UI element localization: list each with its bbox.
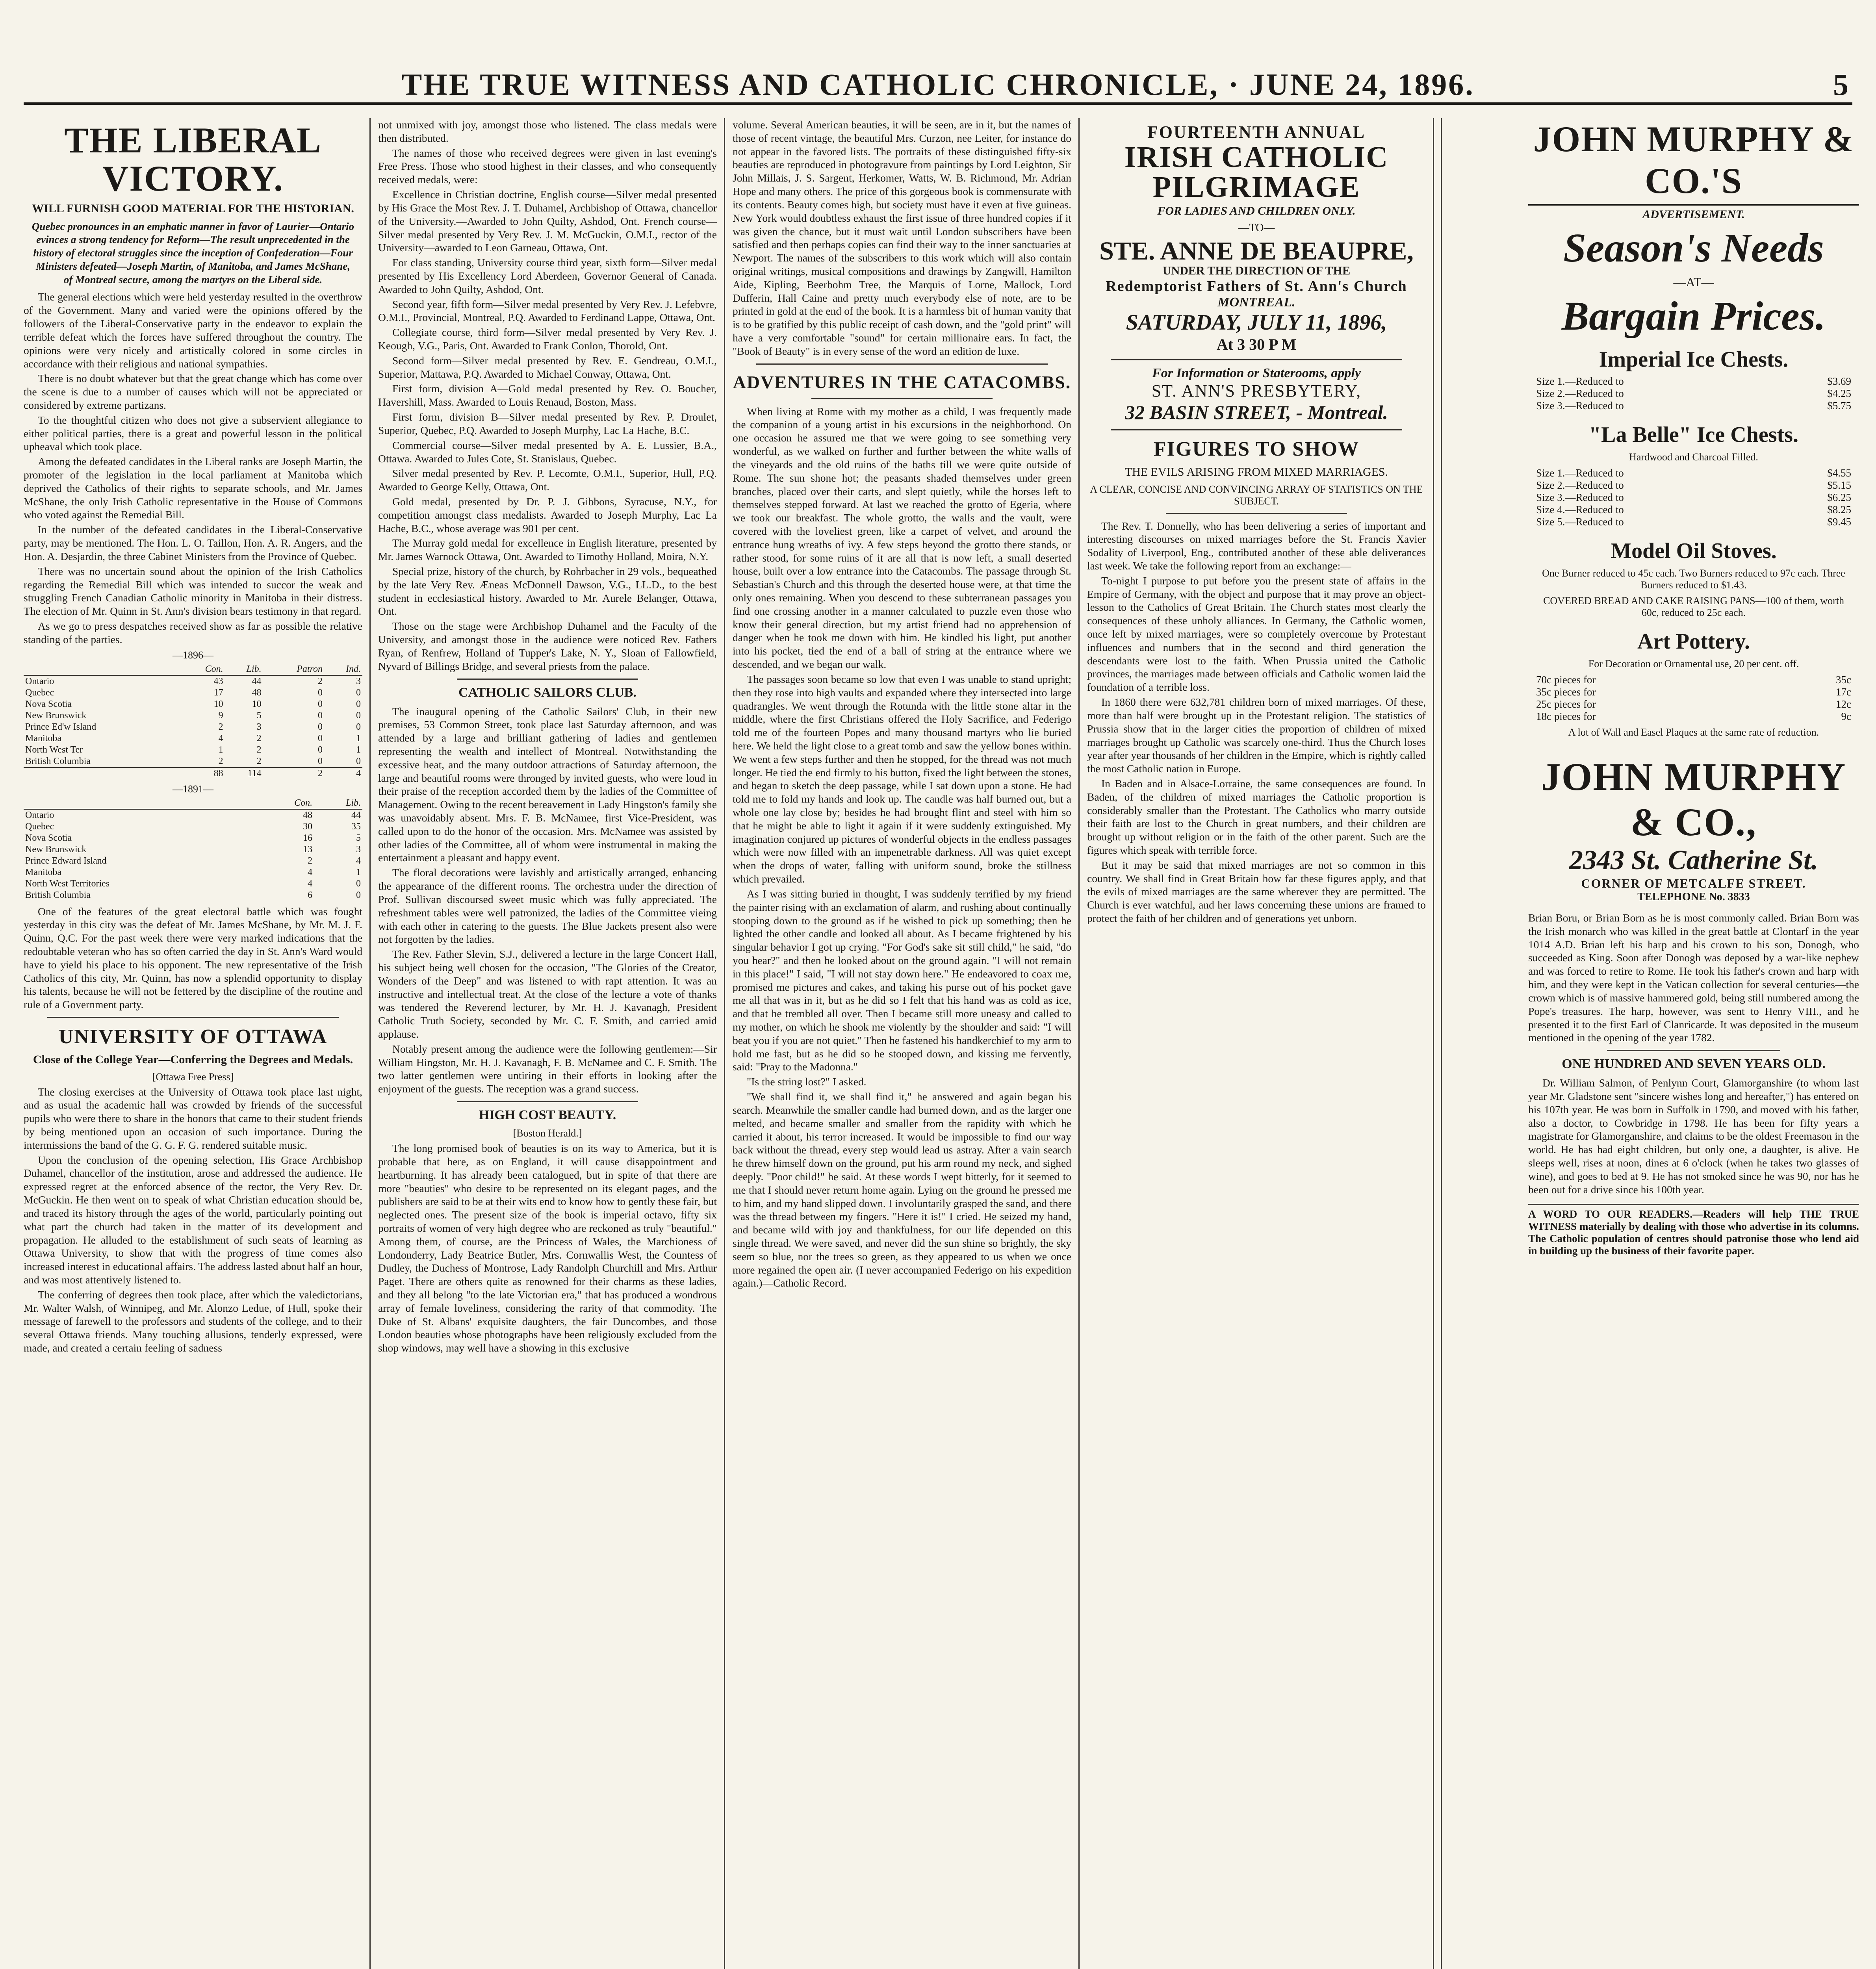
seat-count: 4 (308, 867, 313, 877)
paragraph: To-night I purpose to put before you the present state of affairs in the Empire of Germany, with the object and purpose that it may prove an object-lesson to the Catholics of Great Britain. The Church states most clearly the consequences of these unholy alliances. In Germany, the Catholic women, once left by mixed marriages, were so completely overcome by Protestant influences and numbers that in the second and third generation the descendants were lost to the faith. When Prussia united the Catholic provinces, the marriages made between officials and Catholic women laid the foundation of a terrible loss. (1087, 574, 1426, 693)
divider (457, 679, 638, 680)
price-row (1528, 698, 1859, 710)
deck: Close of the College Year—Conferring the Degrees and Medals. (33, 1053, 353, 1066)
ad-headline: Season's Needs (1563, 225, 1824, 271)
paragraph: In Baden and in Alsace-Lorraine, the same consequences are found. In Baden, of the children of mixed marriages the Catholic proportion is considerably smaller than the Protestant. The Catholics who marry outside their faith are lost to the Church in great numbers, and their children are brought up without religion or in the faith of the other parent. Such are the figures which speak with terrible force. (1087, 777, 1426, 856)
column-rule (1441, 118, 1442, 1969)
seat-count: 0 (318, 687, 323, 698)
seat-count: 0 (356, 687, 361, 698)
price-label: Size 1.—Reduced to (1536, 467, 1624, 479)
table-row (24, 675, 362, 687)
paragraph: Notably present among the audience were the following gentlemen:—Sir William Hingston, Mr. H. J. Kavanagh, F. B. McNamee and C. F. Smith. The two latter gentlemen were untiring in their efforts in looking after the enjoyment of the guests. The reception was a grand success. (378, 1042, 717, 1095)
paragraph: For class standing, University course third year, sixth form—Silver medal presented by His Excellency Lord Aberdeen, Governor General of Canada. Awarded to John Quilty, Ashdod, Ont. (378, 256, 717, 295)
price-row (1528, 387, 1859, 400)
price-label: 70c pieces for (1536, 674, 1596, 686)
table-row (24, 844, 362, 855)
price-label: Size 3.—Reduced to (1536, 400, 1624, 412)
seat-count: 0 (318, 710, 323, 721)
paragraph: Excellence in Christian doctrine, English course—Silver medal presented by His Grace the Most Rev. J. T. Duhamel, Archbishop of Ottawa, chancellor of the University.—Awarded to John Quilty, Ashdod, Ont. French course—Silver medal presented by Very Rev. J. M. McGuckin, O.M.I., rector of the University—awarded to Leon Garneau, Ottawa, Ont. (378, 188, 717, 254)
seat-total: 88 (180, 768, 225, 779)
pilg-line: FOR LADIES AND CHILDREN ONLY. (1157, 204, 1356, 217)
headline-high-cost-beauty: HIGH COST BEAUTY. (479, 1108, 616, 1123)
paragraph: There was no uncertain sound about the opinion of the Irish Catholics regarding the Remedial Bill which was intended to succor the weak and struggling French Canadian Catholic minority in Manitoba in their distress. The election of Mr. Quinn in St. Ann's division bears testimony in that regard. (24, 565, 362, 617)
table-header: Patron (263, 664, 324, 675)
province-name: British Columbia (25, 756, 91, 766)
price-label: 18c pieces for (1536, 710, 1596, 722)
pilg-line: —TO— (1238, 222, 1275, 234)
ad-corner: CORNER OF METCALFE STREET. (1581, 876, 1806, 890)
table-row (24, 744, 362, 756)
ad-note: COVERED BREAD AND CAKE RAISING PANS—100 of them, worth 60c, reduced to 25c each. (1543, 595, 1844, 618)
seat-count: 0 (318, 699, 323, 709)
paragraph: Collegiate course, third form—Silver medal presented by Very Rev. J. Keough, V.G., Paris, Ont. Awarded to Frank Conlon, Thorold, Ont. (378, 326, 717, 352)
headline-liberal-victory: THE LIBERAL VICTORY. (64, 120, 322, 198)
pilg-date: SATURDAY, JULY 11, 1896, (1126, 310, 1387, 335)
pilg-line: MONTREAL. (1217, 295, 1295, 310)
article-body (24, 290, 362, 646)
seat-count: 1 (356, 867, 361, 877)
seat-count: 35 (351, 821, 361, 832)
price-label: Size 2.—Reduced to (1536, 387, 1624, 399)
seat-count: 0 (356, 878, 361, 889)
paragraph: The Rev. Father Slevin, S.J., delivered a lecture in the large Concert Hall, his subject being well chosen for the occasion, "The Glories of the Creator, Wonders of the Deep" and was listened to with rapt attention. It was an instructive and intellectual treat. At the close of the lecture a vote of thanks was tendered the Reverend lecturer, by Mr. H. J. Kavanagh, President Catholic Truth Society, seconded by Mr. C. F. Smith, and carried amid applause. (378, 948, 717, 1040)
paragraph: The general elections which were held yesterday resulted in the overthrow of the Government. Many and varied were the opinions offered by the followers of the Liberal-Conservative party in the endeavor to explain the terrible defeat which the forces have suffered throughout the country. The opinions were very nicely and artistically colored in some circles in accordance with their religious and national sympathies. (24, 291, 362, 370)
headline-old-man: ONE HUNDRED AND SEVEN YEARS OLD. (1562, 1057, 1826, 1072)
table-row (24, 721, 362, 733)
seat-count: 2 (256, 744, 262, 755)
seat-count: 17 (213, 687, 223, 698)
murphy-ad (1528, 118, 1859, 903)
province-name: Quebec (25, 821, 54, 832)
paragraph: The floral decorations were lavishly and artistically arranged, enhancing the appearance of the different rooms. The orchestra under the direction of Prof. Sullivan discoursed sweet music which was fully appreciated. The refreshment tables were well patronized, the ladies of the Committee vieing with each other in catering to the guests. The Blue Jackets present also were not forgotten by the ladies. (378, 866, 717, 946)
pilgrimage-notice (1087, 122, 1426, 424)
deck-summary: Quebec pronounces in an emphatic manner in favor of Laurier—Ontario evinces a strong tendency for Reform—The result unprecedented in the history of electoral struggles since the inception of Confederation—Four Ministers defeated—Joseph Martin, of Manitoba, and James McShane, of Montreal secure, among the martyrs on the Liberal side. (32, 220, 354, 286)
column-2 (378, 118, 717, 1969)
article-body (1528, 1076, 1859, 1196)
paragraph: First form, division B—Silver medal presented by Rev. P. Droulet, Superior, Quebec, P.Q. Awarded to Joseph Murphy, Lac La Hache, B.C. (378, 411, 717, 436)
seat-total: 114 (225, 768, 263, 779)
province-name: North West Ter (25, 744, 83, 755)
seat-count: 0 (356, 890, 361, 900)
pilg-line: ST. ANN'S PRESBYTERY, (1151, 381, 1362, 400)
ad-note: A lot of Wall and Easel Plaques at the same rate of reduction. (1568, 727, 1819, 738)
ad-telephone: TELEPHONE No. 3833 (1637, 891, 1750, 903)
seat-count: 2 (218, 756, 223, 766)
table-row (24, 733, 362, 744)
seat-count: 0 (356, 699, 361, 709)
divider (1607, 1050, 1780, 1051)
results-table-1891 (24, 797, 362, 901)
pilg-title: IRISH CATHOLIC PILGRIMAGE (1124, 141, 1389, 204)
province-name: Manitoba (25, 733, 61, 743)
paragraph: There is no doubt whatever but that the great change which has come over the scene is due to a number of causes which will not be appreciated or considered by extreme partizans. (24, 372, 362, 411)
seat-count: 1 (218, 744, 223, 755)
masthead (24, 67, 1852, 105)
province-name: Nova Scotia (25, 699, 72, 709)
paragraph: The long promised book of beauties is on its way to America, but it is probable that here, as on England, it will cause disappointment and heartburning. It has already been catalogued, but in spite of that there are more "beauties" who desire to be represented on its elegant pages, and the publishers are said to be at their wits end to know how to gently these fair, but neglected ones. The present size of the book is imperial octavo, fifty six portraits of women of very high degree who are reckoned as truly "beautiful." Among them, of course, are the Princess of Wales, the Marchioness of Londonderry, Lady Beatrice Butler, Mrs. Cornwallis West, the Countess of Dudley, the Duchess of Montrose, Lady Randolph Churchill and Mrs. Arthur Paget. There are others quite as renowned for their charms as these ladies, and they all belong "to the late Victorian era," that has produced a wondrous array of female loveliness, considering the rarity of that commodity. The Duke of St. Albans' exquisite daughters, the fair Duncombes, and those London beauties whose photographs have been religiously excluded from the shop windows, may well have a showing in this exclusive (378, 1142, 717, 1354)
ad-headline: Bargain Prices. (1561, 293, 1826, 339)
price-label: Size 2.—Reduced to (1536, 479, 1624, 491)
paragraph: Second form—Silver medal presented by Rev. E. Gendreau, O.M.I., Superior, Mattawa, P.Q. Awarded to Michael Conway, Ottawa, Ont. (378, 354, 717, 380)
ad-address: 2343 St. Catherine St. (1569, 845, 1818, 875)
table-row (24, 699, 362, 710)
paragraph: To the thoughtful citizen who does not give a subservient allegiance to either political parties, there is a great and powerful lesson in the political upheaval which took place. (24, 413, 362, 453)
table-header (24, 664, 180, 675)
ad-company-name-2: JOHN MURPHY & CO., (1541, 755, 1846, 844)
seat-count: 2 (308, 855, 313, 866)
price-label: 35c pieces for (1536, 686, 1596, 698)
table-row (24, 809, 362, 821)
price-row (1528, 491, 1859, 504)
paragraph: The closing exercises at the University of Ottawa took place last night, and as usual the academic hall was crowded by friends of the successful pupils who were there to share in the honors that came to their student friends by being mentioned upon an occasion of such importance. During the intermissions the band of the G. G. F. G. rendered suitable music. (24, 1085, 362, 1151)
paragraph: volume. Several American beauties, it will be seen, are in it, but the names of those of recent vintage, the beautiful Mrs. Curzon, nee Leiter, for instance do not appear in the favored lists. The portraits of these distinguished fifty-six beauties are reproduced in photogravure from paintings by Lord Leighton, Sir John Millais, J. S. Sargent, Herkomer, Watts, W. B. Richmond, Mr. Adrian Hope and many others. The price of this gorgeous book is commensurate with its contents. Beauty comes high, but society must have it even at five guineas. New York would doubtless exhaust the first issue of three hundred copies if it was given the chance, but it must wait until London subscribers have been satisfied and then perhaps copies can find their way to the inner sanctuaries at Newport. The names of the subscribers to this work which will also contain original writings, musical compositions and drawings by Zangwill, Hamilton Aide, Kipling, Beerbohm Tree, the Marquis of Lorne, Mallock, Lord Dufferin, Hall Caine and pretty much everybody else of note, are to be printed in gold at the end of the book. It is a harmless bit of human vanity that is to be gratified by this public receipt of cash down, and the "gold print" will have a very comfortable "sound" for certain millionaire ears. In fact, the "Book of Beauty" is in every sense of the word an edition de luxe. (733, 119, 1071, 357)
table-row (24, 821, 362, 832)
seat-count: 4 (218, 733, 223, 743)
paragraph: Upon the conclusion of the opening selection, His Grace Archbishop Duhamel, chancellor of the institution, arose and addressed the audience. He expressed regret at the enforced absence of the rector, the Very Rev. Dr. McGuckin. He then went on to speak of what Christian education should be, and traced its history through the ages of the world, particularly pointing out what part the church had taken in the matter of its development and propagation. He alluded to the establishment of such seats of learning as Ottawa University, to show that with the progress of time comes also increased interest in educational affairs. The address lasted about half an hour, and was most attentively listened to. (24, 1153, 362, 1286)
province-name: Prince Edward Island (25, 855, 107, 866)
seat-count: 44 (351, 810, 361, 820)
ad-section-belle: "La Belle" Ice Chests. (1589, 423, 1798, 447)
seat-count: 5 (356, 832, 361, 843)
paragraph: The inaugural opening of the Catholic Sailors' Club, in their new premises, 53 Common Street, took place last Saturday afternoon, and was attended by a large and brilliant gathering of ladies and gentlemen representing the wealth and intellect of Montreal. Notwithstanding the excessive heat, and the many outdoor attractions of Saturday afternoon, the large and beautiful rooms were thronged by invited guests, who were loud in their praise of the reception accorded them by the ladies of the Committee of Management. Owing to the recent bereavement in Lady Hingston's family she was unavoidably absent. Mrs. F. B. McNamee, first Vice-President, was called upon to do the honor of the occasion. Mrs. McNamee was assisted by other ladies of the Committee, all of whom were instrumental in making the entertainment a pleasant and happy event. (378, 705, 717, 864)
table-header: Ind. (324, 664, 362, 675)
article-body (378, 705, 717, 1096)
results-table-1896 (24, 664, 362, 779)
paragraph: Dr. William Salmon, of Penlynn Court, Glamorganshire (to whom last year Mr. Gladstone sent "sincere wishes long and hereafter,") has entered on his 107th year. He was born in Suffolk in 1790, and moved with his father, also a doctor, to Cowbridge in 1798. He has been for fifty years a magistrate for Glamorganshire, and claims to be the oldest Freemason in the world. He has had eight children, but only one, a daughter, is alive. He sleeps well, rises at noon, dines at 6 o'clock (when he takes two glasses of wine), and goes to bed at 9. He has not smoked since he was 90, nor has he been out for a drive since his 100th year. (1528, 1077, 1859, 1196)
province-name: Manitoba (25, 867, 61, 877)
price-row (1528, 400, 1859, 412)
seat-count: 3 (356, 844, 361, 855)
column-rule (724, 118, 725, 1969)
column-1 (24, 118, 362, 1969)
paragraph: Commercial course—Silver medal presented by A. E. Lussier, B.A., Ottawa. Awarded to Jules Cote, St. Stanislaus, Quebec. (378, 439, 717, 465)
column-rule (1433, 118, 1434, 1969)
table-row (24, 890, 362, 901)
seat-total (24, 768, 180, 779)
table-header (24, 797, 257, 809)
article-body (733, 405, 1071, 1290)
seat-count: 43 (213, 676, 223, 686)
seat-count: 1 (356, 733, 361, 743)
divider (811, 398, 993, 399)
price-row (1528, 479, 1859, 491)
pilg-time: At 3 30 P M (1216, 336, 1297, 353)
column-rule (369, 118, 371, 1969)
pilg-destination: STE. ANNE DE BEAUPRE, (1099, 237, 1414, 265)
paragraph: The passages soon became so low that even I was unable to stand upright; then they rose into high vaults and expanded where they intersected into large quadrangles. We went through the Rotunda with the little stone altar in the middle, where the first Christians offered the Holy Sacrifice, and Federigo told me of the fourteen Popes and many thousand martyrs who lie buried here. We held the light close to a great tomb and saw the yellow bones within. We went a few steps further and then he stopped, for the thread was not much longer. He tied the end firmly to his button, fixed the light between the stones, and began to sketch the deep passage, while I sat down upon a stone. He had told me to fold my hands and look up. The candle was half burned out, but a whole one lay close by; besides he had brought flint and steel with him so that he might be able to light it again if it were suddenly extinguished. My imagination conjured up pictures of wonderful objects in the endless passages which were now filled with an impenetrable darkness. All was quiet except when the drops of water, falling with uniform sound, broke the stillness which prevailed. (733, 673, 1071, 885)
pilg-address: 32 BASIN STREET, - Montreal. (1125, 401, 1388, 423)
price-row (1528, 516, 1859, 528)
article-body (733, 118, 1071, 358)
paragraph: Those on the stage were Archbishop Duhamel and the Faculty of the University, and amongst those in the audience were noticed Rev. Fathers Ryan, of Renfrew, Holland of Tupper's Lake, N. Y., Sloan of Fallowfield, Nyvard of Billings Bridge, and several priests from the palace. (378, 620, 717, 672)
table-header: Lib. (225, 664, 263, 675)
seat-count: 3 (356, 676, 361, 686)
masthead-title: THE TRUE WITNESS AND CATHOLIC CHRONICLE, · JUNE 24, 1896. (401, 67, 1475, 102)
paragraph: Special prize, history of the church, by Rohrbacher in 29 vols., bequeathed by the late Very Rev. Æneas McDonnell Dawson, V.G., LL.D., to the best student in ecclesiastical history. Awarded to Mr. Aurele Belanger, Ottawa, Ont. (378, 565, 717, 617)
article-body (24, 905, 362, 1012)
table-row (24, 878, 362, 890)
seat-count: 0 (356, 721, 361, 732)
seat-count: 4 (308, 878, 313, 889)
deck: WILL FURNISH GOOD MATERIAL FOR THE HISTORIAN. (32, 202, 354, 215)
pilg-line: For Information or Staterooms, apply (1152, 366, 1361, 380)
seat-count: 0 (356, 710, 361, 721)
seat-count: 30 (303, 821, 313, 832)
pilg-line: FOURTEENTH ANNUAL (1147, 122, 1366, 142)
seat-count: 2 (218, 721, 223, 732)
seat-count: 0 (318, 733, 323, 743)
price-row (1528, 375, 1859, 387)
price-value: $4.25 (1827, 387, 1851, 399)
price-value: $6.25 (1827, 491, 1851, 503)
column-rule (1078, 118, 1080, 1969)
province-name: Nova Scotia (25, 832, 72, 843)
seat-count: 48 (303, 810, 313, 820)
table-row (24, 687, 362, 699)
price-value: 17c (1836, 686, 1851, 698)
table-row (24, 855, 362, 867)
paragraph: The Rev. T. Donnelly, who has been delivering a series of important and interesting discourses on mixed marriages before the St. Francis Xavier Sodality of Liverpool, Eng., contributed another of these able deliverances last week. We take the following report from an exchange:— (1087, 519, 1426, 572)
price-list-belle (1528, 467, 1859, 528)
table-row (24, 867, 362, 878)
seat-total: 2 (263, 768, 324, 779)
paragraph: As I was sitting buried in thought, I was suddenly terrified by my friend the painter rising with an exclamation of alarm, and rushing about continually stooping down to the ground as if he wished to pick up something; then he lighted the other candle and looked all about. As I became frightened by his singular behavior I got up crying. "For God's sake sit still child," he said, "do you hear?" and then he looked about on the ground again. "I will not remain in this place!" I said, "I will not stay down here." He endeavored to coax me, promised me pictures and cakes, and taking his purse out of his pocket gave me all that was in it, but as he did so I felt that his hand was as cold as ice, and that he trembled all over. Then I became still more uneasy and called to my mother, on which he shook me violently by the shoulder and said: "I will beat you if you are not quiet." Then he fastened his handkerchief to my arm to hold me fast, but as he did so he stooped down, and kissing me fervently, said: "Pray to the Madonna." (733, 887, 1071, 1073)
pilg-line: Redemptorist Fathers of St. Ann's Church (1106, 278, 1407, 295)
divider (1166, 513, 1347, 514)
price-row (1528, 674, 1859, 686)
divider (1111, 429, 1402, 430)
article-body (1528, 911, 1859, 1044)
province-name: New Brunswick (25, 844, 87, 855)
source-credit: [Ottawa Free Press] (152, 1071, 234, 1083)
paragraph: "We shall find it, we shall find it," he answered and again began his search. Meanwhile the smaller candle had burned down, and as the larger one melted, and became smaller and smaller from the rapidity with which he carried it about, his terror increased. It would be impossible to find our way back without the thread, every step would lead us astray. After a vain search he threw himself down on the ground, put his arm round my neck, and sighed deeply. "Poor child!" he said. At these words I wept bitterly, for it seemed to me that I should never return home again. Lying on the ground he pressed me to him, and my hand slipped down. I involuntarily grasped the sand, and there was the thread between my fingers. "Here it is!" I cried. He seized my hand, and became wild with joy and thankfulness, for our life depended on this single thread. We were saved, and never did the sun shine so brightly, the sky seem so blue, nor the trees so green, as they appeared to us when we once more regained the open air. (I never accompanied Federigo on his expedition again.)—Catholic Record. (733, 1090, 1071, 1289)
column-3 (733, 118, 1071, 1969)
headline-figures: FIGURES TO SHOW (1153, 438, 1360, 460)
price-value: $4.55 (1827, 467, 1851, 479)
paragraph: The Murray gold medal for excellence in English literature, presented by Mr. James Warnock Ottawa, Ont. Awarded to Timothy Holland, Moira, N.Y. (378, 537, 717, 563)
table-year: —1896— (173, 649, 213, 661)
table-row (24, 832, 362, 844)
seat-count: 1 (356, 744, 361, 755)
seat-count: 6 (308, 890, 313, 900)
seat-count: 13 (303, 844, 313, 855)
ad-label: ADVERTISEMENT. (1642, 208, 1745, 221)
price-label: Size 4.—Reduced to (1536, 504, 1624, 515)
source-credit: [Boston Herald.] (513, 1127, 582, 1139)
price-row (1528, 710, 1859, 723)
price-label: Size 5.—Reduced to (1536, 516, 1624, 528)
seat-count: 2 (256, 756, 262, 766)
ad-line: —AT— (1673, 275, 1714, 289)
seat-count: 9 (218, 710, 223, 721)
seat-count: 48 (252, 687, 262, 698)
paragraph: The conferring of degrees then took place, after which the valedictorians, Mr. Walter Walsh, of Winnipeg, and Mr. Alonzo Ledue, of Hull, spoke their message of farewell to the professors and students of the college, and to their several Ottawa friends. Many touching allusions, tenderly expressed, were made, and created a certain feeling of sadness (24, 1288, 362, 1354)
seat-count: 2 (256, 733, 262, 743)
ad-company-name: JOHN MURPHY & CO.'S (1528, 118, 1859, 206)
readers-notice: A WORD TO OUR READERS.—Readers will help THE TRUE WITNESS materially by dealing with those who advertise in its columns. The Catholic population of centres should patronise those who lend aid in building up the business of their favorite paper. (1528, 1204, 1859, 1257)
table-header: Con. (180, 664, 225, 675)
price-value: $8.25 (1827, 504, 1851, 515)
seat-count: 10 (252, 699, 262, 709)
paragraph: As we go to press despatches received show as far as possible the relative standing of the parties. (24, 619, 362, 645)
divider (1111, 359, 1402, 360)
seat-count: 0 (356, 756, 361, 766)
paragraph: When living at Rome with my mother as a child, I was frequently made the companion of a young artist in his excursions in the neighborhood. On one occasion he assured me that we were going to see something very wonderful, as we walked on further and further between the white walls of the vineyards and the old ruins of the baths till we were quite outside of Rome. The sun shone hot; the peasants shaded themselves under green branches, placed over their carts, and slept quietly, while the horses left to themselves stepped forward. At last we reached the grotto of Egeria, where we took our breakfast. The whole grotto, the walls and the vault, were covered with the loveliest green, like a carpet of velvet, and around the entrance hung wreaths of ivy. A few steps beyond the grotto there stands, or rather stood, for some ruins of it are all that is now left, a small deserted house, built over a low entrance into the Catacombs. The passage through St. Sebastian's Church and this through the deserted house were, at that time the only ones remaining. When you descend to these subterranean passages you find one crossing another in a manner calculated to puzzle even those who know their general direction, but my artist friend had no apprehension of danger when he took me down with him. He kindled his light, put another into his pocket, tied the end of a ball of string at the entrance where we descended, and we began our walk. (733, 405, 1071, 671)
seat-count: 0 (318, 721, 323, 732)
seat-count: 44 (252, 676, 262, 686)
seat-count: 5 (256, 710, 262, 721)
price-value: 9c (1841, 710, 1851, 722)
ad-note: For Decoration or Ornamental use, 20 per cent. off. (1588, 658, 1799, 669)
headline-university: UNIVERSITY OF OTTAWA (58, 1025, 328, 1048)
paragraph: The names of those who received degrees were given in last evening's Free Press. Those who stood highest in their classes, and who consequently received medals, were: (378, 146, 717, 186)
seat-count: 0 (318, 744, 323, 755)
province-name: Ontario (25, 810, 54, 820)
headline-sailors-club: CATHOLIC SAILORS CLUB. (458, 685, 636, 700)
table-total-row (24, 768, 362, 779)
ad-section-art: Art Pottery. (1637, 629, 1750, 654)
seat-count: 2 (318, 676, 323, 686)
price-row (1528, 686, 1859, 698)
province-name: New Brunswick (25, 710, 87, 721)
price-value: $5.75 (1827, 400, 1851, 412)
price-row (1528, 504, 1859, 516)
deck: THE EVILS ARISING FROM MIXED MARRIAGES. (1124, 465, 1388, 478)
ad-section-ice: Imperial Ice Chests. (1599, 347, 1789, 372)
seat-count: 4 (356, 855, 361, 866)
price-value: $3.69 (1827, 375, 1851, 387)
seat-count: 3 (256, 721, 262, 732)
price-label: Size 3.—Reduced to (1536, 491, 1624, 503)
ad-note: One Burner reduced to 45c each. Two Burners reduced to 97c each. Three Burners reduced to $1.43. (1542, 567, 1845, 591)
province-name: British Columbia (25, 890, 91, 900)
ad-note: Hardwood and Charcoal Filled. (1629, 451, 1758, 463)
paragraph: "Is the string lost?" I asked. (747, 1075, 867, 1088)
paragraph: not unmixed with joy, amongst those who listened. The class medals were then distributed. (378, 119, 717, 144)
deck: A CLEAR, CONCISE AND CONVINCING ARRAY OF STATISTICS ON THE SUBJECT. (1090, 483, 1423, 507)
table-year: —1891— (173, 783, 213, 795)
article-body (24, 1085, 362, 1355)
price-value: 12c (1836, 698, 1851, 710)
province-name: Quebec (25, 687, 54, 698)
paragraph: One of the features of the great electoral battle which was fought yesterday in this city was the defeat of Mr. James McShane, by Mr. M. J. F. Quinn, Q.C. For the past week there were very marked indications that the redoubtable veteran who has so often carried the day in St. Ann's Ward would have to yield his place to his opponent. The new representative of the Irish Catholics of this city, Mr. Quinn, has now a splendid opportunity to display his talents, because he will not be fettered by the discipline of the routine and rule of a Government party. (24, 905, 362, 1011)
divider (457, 1101, 638, 1102)
paragraph: Silver medal presented by Rev. P. Lecomte, O.M.I., Superior, Hull, P.Q. Awarded to George Kelly, Ottawa, Ont. (378, 467, 717, 493)
price-row (1528, 467, 1859, 479)
price-label: Size 1.—Reduced to (1536, 375, 1624, 387)
paragraph: Brian Boru, or Brian Born as he is most commonly called. Brian Born was the Irish monarch who was killed in the great battle at Clontarf in the year 1014 A.D. Brian left his harp and his crown to his son, Donogh, who succeeded as King. Soon after Donogh was deposed by a war-like nephew and was forced to retire to Rome. He took his father's crown and harp with him, and they were kept in the Vatican collection for several centuries—the crown which is of massive hammered gold, being still numbered among the Pope's treasures. The harp, however, was sent to Henry VIII., and he presented it to the first Earl of Clanricarde. It was deposited in the museum mentioned in the opening of the year 1782. (1528, 912, 1859, 1044)
table-row (24, 710, 362, 721)
paragraph: First form, division A—Gold medal presented by Rev. O. Boucher, Havershill, Mass. Awarded to Louis Renaud, Boston, Mass. (378, 382, 717, 408)
article-body (1087, 519, 1426, 925)
ad-section-oil: Model Oil Stoves. (1611, 539, 1777, 563)
seat-count: 0 (318, 756, 323, 766)
seat-count: 10 (213, 699, 223, 709)
divider (47, 1017, 339, 1018)
article-body (378, 118, 717, 673)
paragraph: Gold medal, presented by Dr. P. J. Gibbons, Syracuse, N.Y., for competition amongst class medalists. Awarded to Joseph Murphy, Lac La Hache, B.C., whose average was 901 per cent. (378, 495, 717, 534)
divider (756, 363, 1048, 365)
page-number: 5 (1833, 67, 1848, 102)
price-label: 25c pieces for (1536, 698, 1596, 710)
paragraph: But it may be said that mixed marriages are not so common in this country. We shall find in Great Britain how far these figures apply, and that the evils of mixed marriages are the same wherever they are permitted. The Church is ever watchful, and her laws concerning these unions are framed to protect the faith of her children and of generations yet unborn. (1087, 858, 1426, 925)
price-value: $5.15 (1827, 479, 1851, 491)
pilg-line: UNDER THE DIRECTION OF THE (1162, 264, 1351, 277)
paragraph: Second year, fifth form—Silver medal presented by Very Rev. J. Lefebvre, O.M.I., Provincial, Montreal, P.Q. Awarded to Ferdinand Lappe, Ottawa, Ont. (378, 298, 717, 324)
article-body (378, 1142, 717, 1355)
paragraph: In 1860 there were 632,781 children born of mixed marriages. Of these, more than half were brought up in the Protestant religion. The statistics of Prussia show that in the larger cities the proportion of children of mixed marriages brought up Catholic was scarcely one-third. Thus the Church loses year after year thousands of her children in the Empire, which is rightly called the most Catholic nation in Europe. (1087, 696, 1426, 775)
table-row (24, 756, 362, 768)
table-header: Con. (257, 797, 314, 809)
column-4 (1087, 118, 1426, 1969)
column-6-ads (1528, 118, 1859, 1969)
paragraph: In the number of the defeated candidates in the Liberal-Conservative party, may be mentioned. The Hon. L. O. Taillon, Hon. A. R. Angers, and the Hon. A. Desjardin, the three Cabinet Ministers from the Province of Quebec. (24, 523, 362, 562)
province-name: North West Territories (25, 878, 110, 889)
price-list-art (1528, 674, 1859, 723)
table-header: Lib. (314, 797, 362, 809)
price-list-ice (1528, 375, 1859, 412)
price-value: $9.45 (1827, 516, 1851, 528)
paragraph: Among the defeated candidates in the Liberal ranks are Joseph Martin, the promoter of the legislation in the local parliament at Manitoba which deprived the Catholics of their rights to separate schools, and Mr. James McShane, the only Irish Catholic representative in the House of Commons who voted against the Remedial Bill. (24, 455, 362, 521)
price-value: 35c (1836, 674, 1851, 686)
province-name: Prince Ed'w Island (25, 721, 96, 732)
seat-count: 16 (303, 832, 313, 843)
headline-catacombs: ADVENTURES IN THE CATACOMBS. (733, 372, 1071, 392)
seat-total: 4 (324, 768, 362, 779)
province-name: Ontario (25, 676, 54, 686)
